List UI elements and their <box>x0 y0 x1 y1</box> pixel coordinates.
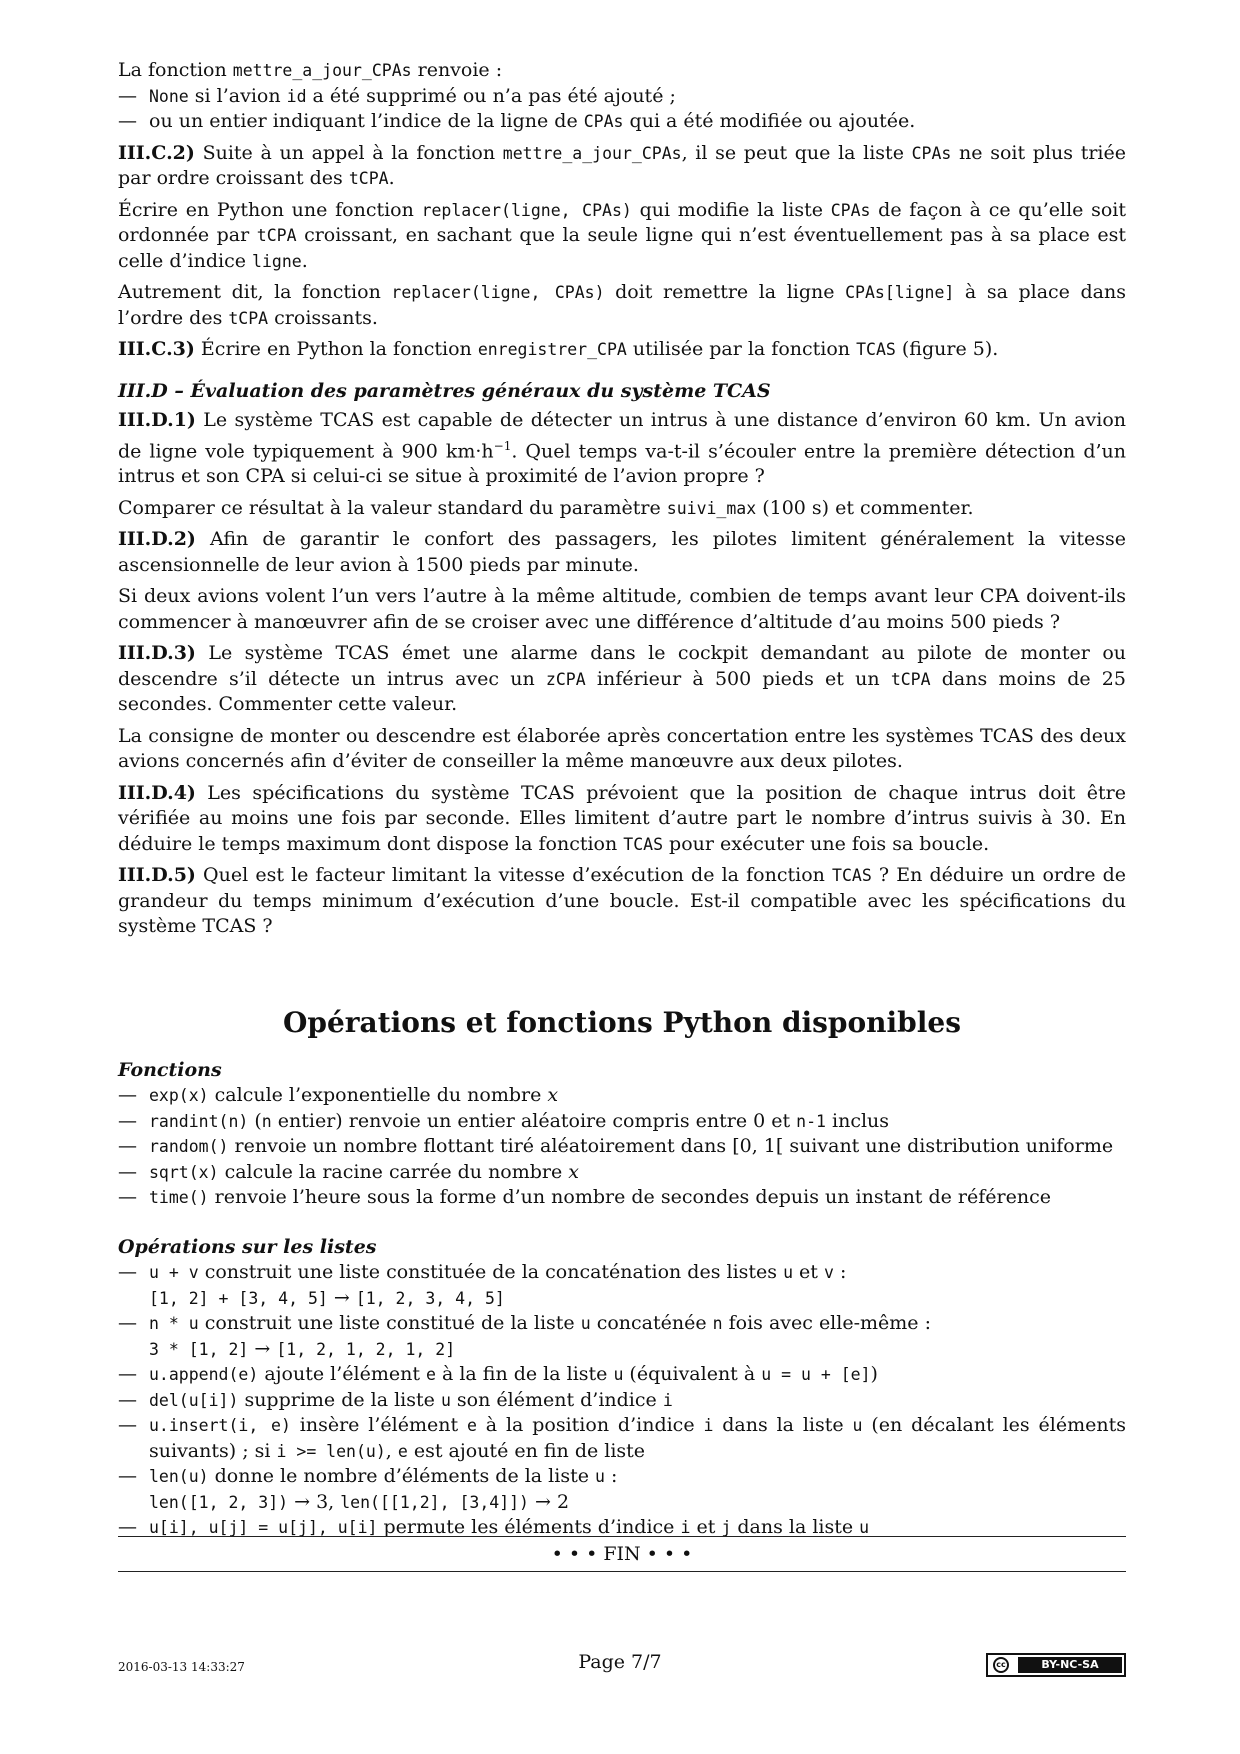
question-d5: III.D.5) Quel est le facteur limitant la vitesse d’exécution de la fonction TCAS ? En déduire un ordre de grandeur du temps minimum d’exécution d’une boucle. Est-il compatible avec les spécifications du système TCAS ? <box>118 864 1126 938</box>
list-item: — None si l’avion id a été supprimé ou n’a pas été ajouté ; <box>118 84 1126 110</box>
end-marker <box>118 1536 1126 1572</box>
list-item: — u[i], u[j] = u[j], u[i] permute les éléments d’indice i et j dans la liste u <box>118 1515 1126 1541</box>
page-number: Page 7/7 <box>578 1651 662 1673</box>
list-item: — len(u) donne le nombre d’éléments de la liste u : len([1, 2, 3]) → 3, len([[1,2], [3,4]]) → 2 <box>118 1464 1126 1515</box>
list-item: — ou un entier indiquant l’indice de la ligne de CPAs qui a été modifiée ou ajoutée. <box>118 109 1126 135</box>
question-c3: III.C.3) Écrire en Python la fonction enregistrer_CPA utilisée par la fonction TCAS (figure 5). <box>118 338 999 360</box>
timestamp: 2016-03-13 14:33:27 <box>118 1660 245 1674</box>
question-number: III.D.5) <box>118 864 196 887</box>
question-number: III.D.3) <box>118 642 196 665</box>
page-content <box>118 58 1126 1547</box>
list-item: — sqrt(x) calcule la racine carrée du nombre x <box>118 1160 1126 1186</box>
question-number: III.C.2) <box>118 141 195 164</box>
list-operations <box>118 1260 1126 1541</box>
question-d2: III.D.2) Afin de garantir le confort des passagers, les pilotes limitent généralement la vitesse ascensionnelle de leur avion à 1500 pieds par minute. <box>118 528 1126 576</box>
functions-list <box>118 1083 1126 1211</box>
return-values-list <box>118 84 1126 135</box>
question-number: III.D.1) <box>118 409 196 431</box>
divider <box>118 1571 1126 1572</box>
question-d3: III.D.3) Le système TCAS émet une alarme dans le cockpit demandant au pilote de monter ou descendre s’il détecte un intrus avec un zCPA inférieur à 500 pieds et un tCPA dans moins de 25 secondes. Commenter cette valeur. <box>118 642 1126 716</box>
fin-label: • • • FIN • • • <box>551 1543 693 1565</box>
list-item: — u + v construit une liste constituée de la concaténation des listes u et v : [1, 2] + [3, 4, 5] → [1, 2, 3, 4, 5] <box>118 1260 1126 1311</box>
list-item: — randint(n) (n entier) renvoie un entier aléatoire compris entre 0 et n-1 inclus <box>118 1109 1126 1135</box>
functions-label: Fonctions <box>118 1058 222 1081</box>
list-item: — random() renvoie un nombre flottant tiré aléatoirement dans [0, 1[ suivant une distribution uniforme <box>118 1134 1126 1160</box>
section-d-heading: III.D – Évaluation des paramètres généraux du système TCAS <box>118 379 771 402</box>
question-d2-text: Si deux avions volent l’un vers l’autre à la même altitude, combien de temps avant leur CPA doivent-ils commencer à manœuvrer afin de se croiser avec une différence d’altitude d’au moins 500 pieds ? <box>118 585 1126 633</box>
license-badge <box>986 1653 1126 1677</box>
list-item: — del(u[i]) supprime de la liste u son élément d’indice i <box>118 1388 1126 1414</box>
list-item: — time() renvoie l’heure sous la forme d’un nombre de secondes depuis un instant de référence <box>118 1185 1126 1211</box>
question-c2-text: Écrire en Python une fonction replacer(ligne, CPAs) qui modifie la liste CPAs de façon à ce qu’elle soit ordonnée par tCPA croissant, en sachant que la seule ligne qui n’est éventuellement pas à sa place est celle d’indice ligne. <box>118 198 1126 272</box>
question-d4: III.D.4) Les spécifications du système TCAS prévoient que la position de chaque intrus doit être vérifiée au moins une fois par seconde. Elles limitent d’autre part le nombre d’intrus suivis à 30. En déduire le temps maximum dont dispose la fonction TCAS pour exécuter une fois sa boucle. <box>118 781 1126 855</box>
lists-label: Opérations sur les listes <box>118 1235 377 1258</box>
question-number: III.D.4) <box>118 781 196 804</box>
question-d1-compare: Comparer ce résultat à la valeur standard du paramètre suivi_max (100 s) et commenter. <box>118 496 974 519</box>
question-number: III.C.3) <box>118 338 195 360</box>
list-item: — n * u construit une liste constitué de la liste u concaténée n fois avec elle-même : 3 * [1, 2] → [1, 2, 1, 2, 1, 2] <box>118 1311 1126 1362</box>
intro-paragraph: La fonction mettre_a_jour_CPAs renvoie : <box>118 59 503 81</box>
license-label: BY-NC-SA <box>1018 1657 1122 1673</box>
question-number: III.D.2) <box>118 528 196 551</box>
question-c2: III.C.2) Suite à un appel à la fonction mettre_a_jour_CPAs, il se peut que la liste CPAs ne soit plus triée par ordre croissant des tCPA. <box>118 141 1126 189</box>
list-item: — u.append(e) ajoute l’élément e à la fin de la liste u (équivalent à u = u + [e]) <box>118 1362 1126 1388</box>
question-d1: III.D.1) Le système TCAS est capable de détecter un intrus à une distance d’environ 60 km. Un avion de ligne vole typiquement à 900 $km\cdot h^{-1}$. Quel temps va-t-il s’écouler entre la première détection d’un intrus et son CPA si celui-ci se situe à proximité de l’avion propre ? <box>118 409 1126 488</box>
creative-commons-icon: cc <box>993 1657 1009 1673</box>
question-d3-text: La consigne de monter ou descendre est élaborée après concertation entre les systèmes TCAS des deux avions concernés afin d’éviter de conseiller la même manœuvre aux deux pilotes. <box>118 724 1126 773</box>
annex-title: Opérations et fonctions Python disponibles <box>283 1005 961 1039</box>
list-item: — u.insert(i, e) insère l’élément e à la position d’indice i dans la liste u (en décalant les éléments suivants) ; si i >= len(u), e est ajouté en fin de liste <box>118 1413 1126 1464</box>
list-item: — exp(x) calcule l’exponentielle du nombre x <box>118 1083 1126 1109</box>
question-c2-rephrase: Autrement dit, la fonction replacer(ligne, CPAs) doit remettre la ligne CPAs[ligne] à sa place dans l’ordre des tCPA croissants. <box>118 281 1126 329</box>
